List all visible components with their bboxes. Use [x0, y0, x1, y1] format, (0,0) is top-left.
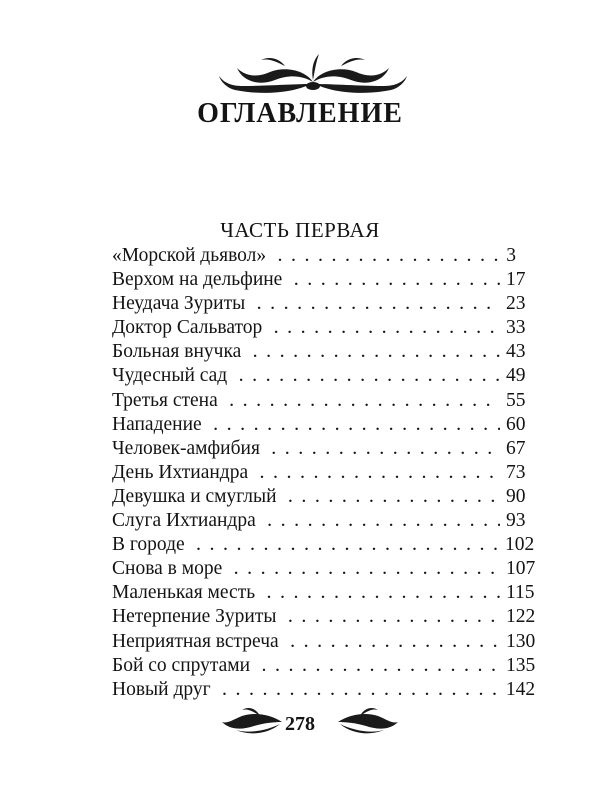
toc-entry-page: 115: [506, 582, 535, 604]
toc-entry-title: Верхом на дельфине: [112, 269, 283, 291]
toc-entry-title: Доктор Сальватор: [112, 317, 263, 339]
table-of-contents: [112, 244, 536, 702]
toc-entry-title: «Морской дьявол»: [112, 245, 267, 266]
toc-entry-title: Человек-амфибия: [112, 437, 260, 459]
top-ornament-icon: [215, 52, 411, 102]
toc-entry-title: Бой со спрутами: [112, 654, 251, 676]
page-number: 278: [285, 713, 315, 735]
toc-entry[interactable]: [112, 437, 526, 461]
toc-entry[interactable]: [112, 292, 526, 316]
dot-leader: [294, 269, 500, 293]
toc-entry-title: В городе: [112, 534, 185, 556]
toc-entry[interactable]: [112, 509, 526, 533]
dot-leader: [262, 655, 500, 679]
toc-entry-page: 130: [506, 630, 536, 652]
dot-leader: [291, 631, 500, 655]
toc-entry[interactable]: [112, 389, 526, 413]
toc-entry-page: 90: [506, 485, 526, 507]
toc-entry[interactable]: [112, 678, 536, 702]
toc-entry[interactable]: [112, 461, 526, 485]
dot-leader: [253, 341, 500, 365]
toc-entry-title: Нападение: [112, 413, 202, 435]
toc-entry-title: Слуга Ихтиандра: [112, 510, 256, 532]
page-title: ОГЛАВЛЕНИЕ: [197, 98, 403, 129]
toc-entry[interactable]: [112, 654, 536, 678]
toc-entry[interactable]: [112, 557, 536, 581]
toc-entry[interactable]: [112, 244, 516, 268]
toc-entry-page: 3: [506, 245, 516, 266]
toc-entry-title: Чудесный сад: [112, 365, 228, 387]
toc-entry-page: 135: [506, 654, 536, 676]
toc-entry-title: День Ихтиандра: [112, 461, 249, 483]
dot-leader: [230, 390, 500, 414]
toc-entry[interactable]: [112, 340, 526, 364]
toc-entry-title: Третья стена: [112, 389, 218, 411]
dot-leader: [289, 486, 500, 510]
dot-leader: [239, 365, 500, 389]
toc-entry[interactable]: [112, 413, 526, 437]
dot-leader: [197, 534, 499, 558]
toc-entry-title: Снова в море: [112, 558, 223, 580]
toc-entry-title: Девушка и смуглый: [112, 485, 277, 507]
dot-leader: [268, 510, 500, 534]
toc-entry-title: Нетерпение Зуриты: [112, 606, 277, 628]
toc-entry-page: 107: [506, 558, 536, 580]
toc-entry-title: Новый друг: [112, 678, 211, 700]
toc-entry-page: 73: [506, 461, 526, 483]
toc-entry[interactable]: [112, 316, 526, 340]
toc-entry-page: 122: [506, 606, 536, 628]
toc-entry-page: 102: [504, 534, 535, 556]
dot-leader: [234, 558, 500, 582]
toc-entry[interactable]: [112, 268, 526, 292]
toc-entry-page: 23: [506, 293, 526, 315]
toc-entry-page: 43: [506, 341, 526, 363]
toc-entry[interactable]: [112, 364, 526, 388]
toc-entry-page: 49: [506, 365, 526, 387]
toc-entry-title: Маленькая месть: [112, 582, 256, 604]
dot-leader: [260, 462, 500, 486]
toc-entry-title: Больная внучка: [112, 341, 242, 363]
toc-entry-page: 67: [506, 437, 526, 459]
toc-entry-page: 17: [506, 269, 526, 291]
toc-entry-title: Неприятная встреча: [112, 630, 279, 652]
toc-entry[interactable]: [112, 630, 536, 654]
toc-entry[interactable]: [112, 581, 535, 605]
toc-entry-page: 142: [505, 678, 536, 700]
dot-leader: [214, 414, 500, 438]
toc-entry[interactable]: [112, 605, 536, 629]
part-heading: ЧАСТЬ ПЕРВАЯ: [220, 218, 380, 242]
toc-entry-page: 93: [506, 510, 526, 532]
toc-entry-page: 60: [506, 413, 526, 435]
dot-leader: [272, 438, 500, 462]
dot-leader: [278, 245, 500, 269]
dot-leader: [274, 317, 500, 341]
toc-entry[interactable]: [112, 533, 535, 557]
toc-entry-page: 55: [506, 389, 526, 411]
dot-leader: [267, 582, 500, 606]
toc-entry-title: Неудача Зуриты: [112, 293, 246, 315]
toc-entry-page: 33: [506, 317, 526, 339]
toc-entry[interactable]: [112, 485, 526, 509]
dot-leader: [257, 293, 500, 317]
dot-leader: [288, 606, 500, 630]
